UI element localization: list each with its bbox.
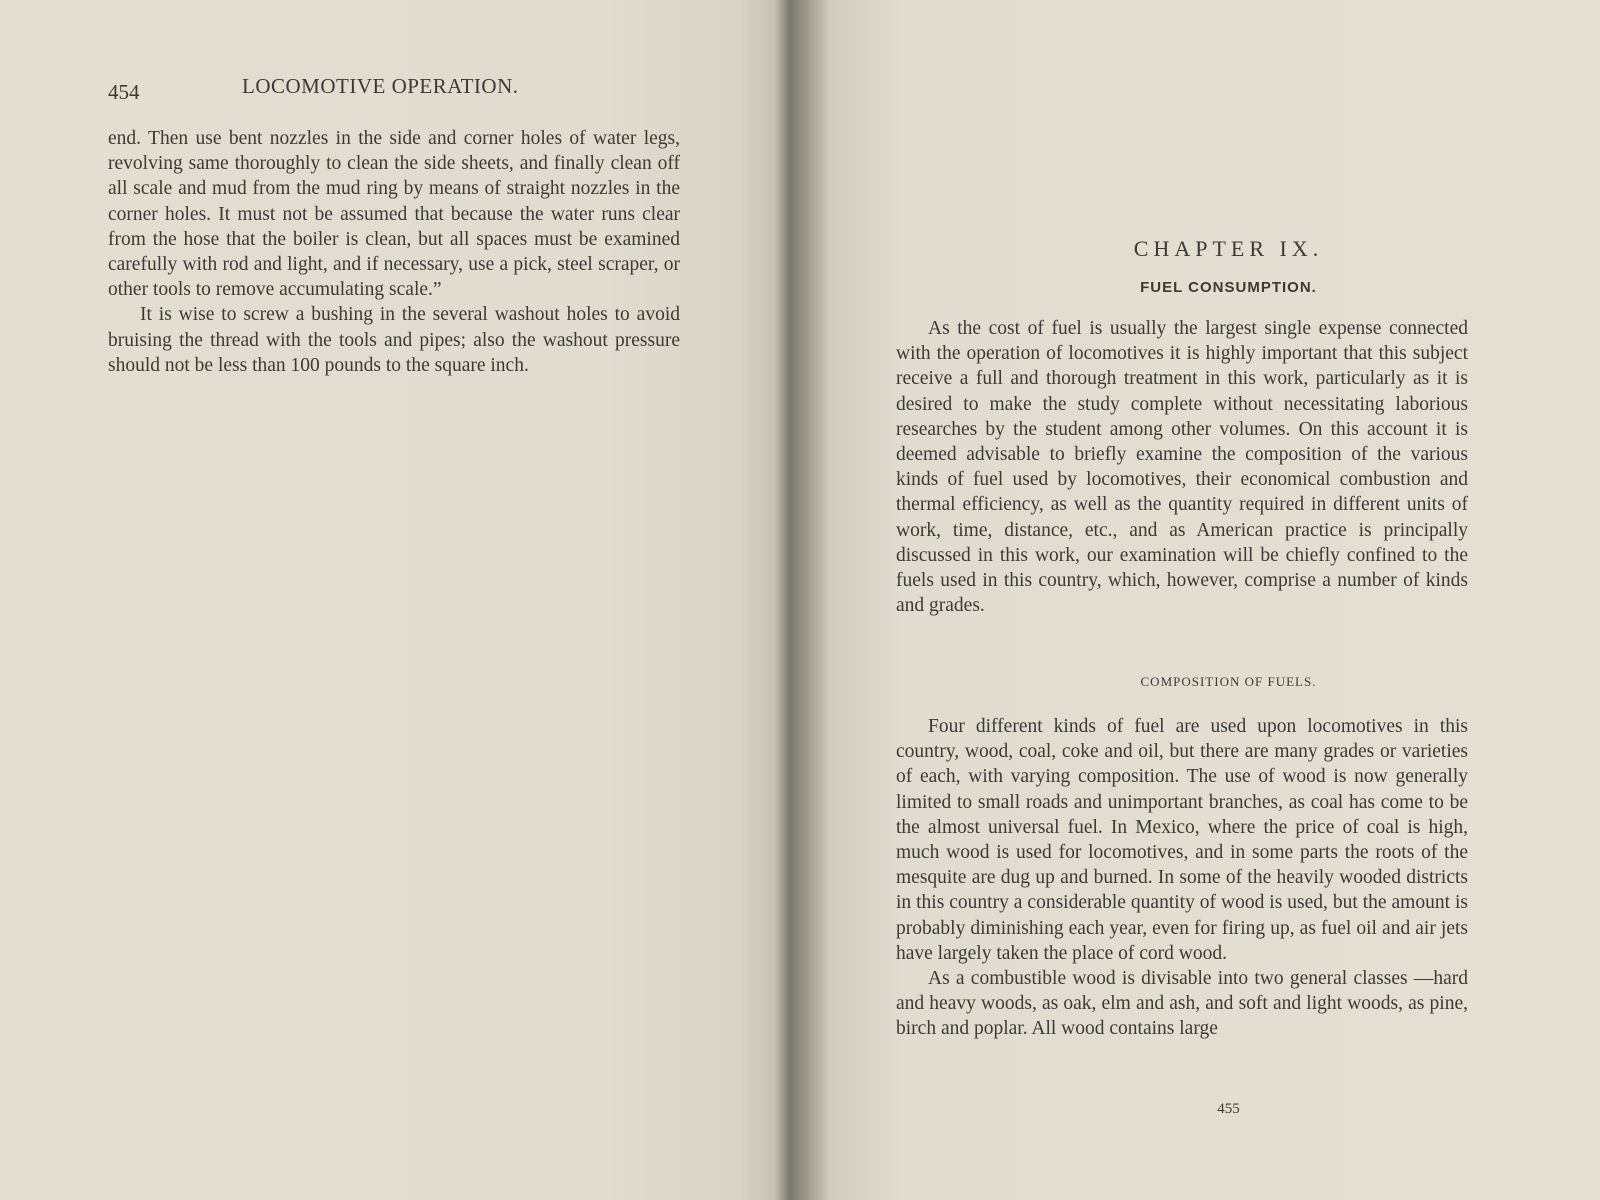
intro-text [896,316,1468,618]
section-text [896,714,1468,1042]
running-title: LOCOMOTIVE OPERATION. [242,74,519,98]
page-number-left: 454 [108,80,140,104]
chapter-title: FUEL CONSUMPTION. [1140,279,1317,296]
right-page [795,0,1600,1200]
running-head [108,74,680,104]
chapter-heading: CHAPTER IX. [1133,236,1324,261]
section-heading: COMPOSITION OF FUELS. [1140,674,1317,689]
paragraph: Four different kinds of fuel are used upon locomotives in this country, wood, coal, coke and oil, but there are many grades or varieties of each, with varying composition. The use of wood is now generally limited to small roads and unimportant branches, as coal has come to be the almost universal fuel. In Mexico, where the price of coal is high, much wood is used for locomotives, and in some parts the roots of the mesquite are dug up and burned. In some of the heavily wooded districts in this country a considerable quantity of wood is used, but the amount is probably diminishing each year, even for firing up, as fuel oil and air jets have largely taken the place of cord wood. [896,716,1468,964]
paragraph: It is wise to screw a bushing in the several washout holes to avoid bruising the thread with the tools and pipes; also the washout pressure should not be less than 100 pounds to the square inch. [108,304,680,376]
left-body-text [108,126,680,378]
page-number-right: 455 [1217,1101,1240,1117]
paragraph: As the cost of fuel is usually the largest single expense connected with the operation of locomotives it is highly important that this subject receive a full and thorough treatment in this work, particularly as it is desired to make the study complete without necessitating laborious researches by the student among other volumes. On this account it is deemed advisable to briefly examine the composition of the various kinds of fuel used by locomotives, their economical combustion and thermal efficiency, as well as the quantity required in different units of work, time, distance, etc., and as American practice is principally discussed in this work, our examination will be chiefly confined to the fuels used in this country, which, however, comprise a number of kinds and grades. [896,318,1468,617]
left-page [0,0,790,1200]
paragraph: end. Then use bent nozzles in the side and corner holes of water legs, revolving same thoroughly to clean the side sheets, and finally clean off all scale and mud from the mud ring by means of straight nozzles in the corner holes. It must not be assumed that because the water runs clear from the hose that the boiler is clean, but all spaces must be examined carefully with rod and light, and if necessary, use a pick, steel scraper, or other tools to remove accumulating scale.” [108,128,680,301]
paragraph: As a combustible wood is divisable into two general classes —hard and heavy woods, as oak, elm and ash, and soft and light woods, as pine, birch and poplar. All wood contains large [896,968,1468,1040]
